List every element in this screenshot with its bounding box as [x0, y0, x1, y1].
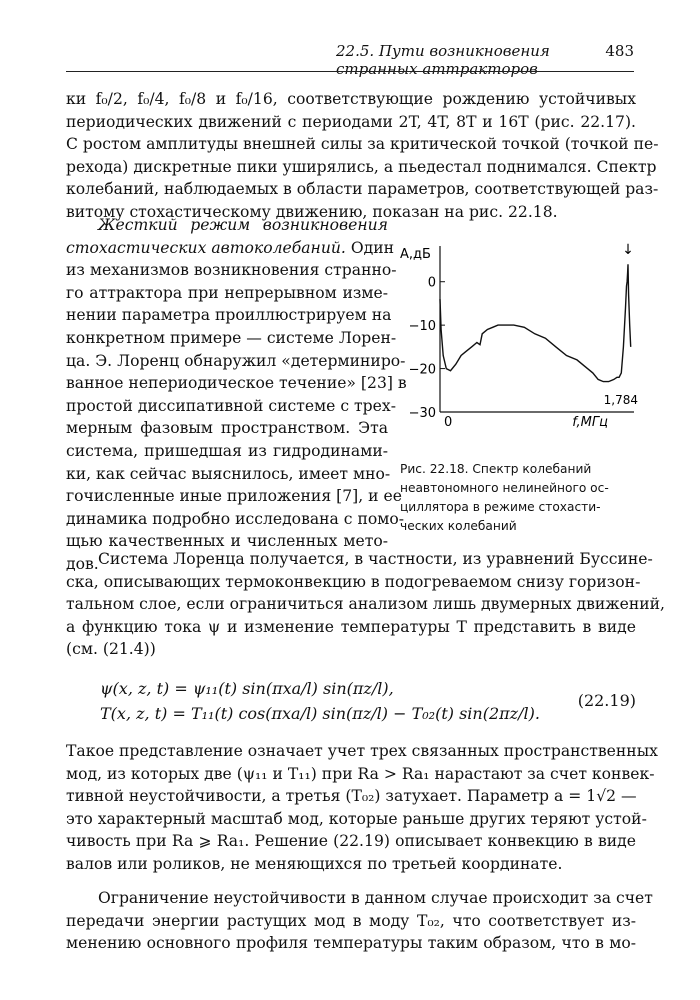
text-line: менению основного профиля температуры таким образом, что в мо- [66, 934, 636, 953]
text-line: ки f₀/2, f₀/4, f₀/8 и f₀/16, соответствующие рождению устойчивых [66, 90, 636, 108]
text-line: конкретном примере — системе Лорен- [66, 328, 397, 347]
text-line: го аттрактора при непрерывном изме- [66, 283, 388, 302]
text-line: чивость при Ra ⩾ Ra₁. Решение (22.19) описывает конвекцию в виде [66, 832, 636, 851]
text-line: гочисленные иные приложения [7], и ее [66, 487, 402, 506]
text-line: Ограничение неустойчивости в данном случае происходит за счет [98, 889, 653, 907]
y-axis-label: A,дБ [400, 247, 431, 262]
spectrum-figure [398, 240, 643, 450]
text-line: ска, описывающих термоконвекцию в подогреваемом снизу горизон- [66, 572, 641, 591]
section-title: 22.5. Пути возникновения странных аттракторов [336, 42, 550, 78]
spectrum-series-line [440, 264, 631, 381]
text-line: из механизмов возникновения странно- [66, 261, 397, 280]
y-tick-label: −10 [408, 319, 436, 335]
running-header [66, 42, 634, 78]
italic-heading-part1: Жесткий режим возникновения [98, 216, 388, 234]
x-axis-label: f,МГц [572, 415, 608, 430]
peak-arrow-icon: ↓ [622, 242, 634, 258]
text-line: щью качественных и численных мето- [66, 532, 388, 551]
text-line: тальном слое, если ограничиться анализом лишь двумерных движений, [66, 595, 665, 614]
text-line: динамика подробно исследована с помо- [66, 509, 405, 528]
y-tick-label: −20 [408, 362, 436, 378]
x-tick-label: 1,784 [603, 393, 638, 407]
equation-number: (22.19) [577, 691, 636, 710]
caption-line: Рис. 22.18. Спектр колебаний [400, 462, 592, 476]
caption-line: циллятора в режиме стохасти- [400, 500, 601, 514]
text-line: нении параметра проиллюстрируем на [66, 306, 392, 325]
caption-line: ческих колебаний [400, 519, 517, 533]
text-line: передачи энергии растущих мод в моду T₀₂, что соответствует из- [66, 911, 636, 930]
caption-line: неавтономного нелинейного ос- [400, 481, 609, 495]
y-tick-label: 0 [427, 275, 436, 291]
paragraph-modes [66, 740, 658, 876]
text-line: Система Лоренца получается, в частности, из уравнений Буссине- [98, 550, 653, 568]
text-line [66, 237, 395, 260]
text-line: рехода) дискретные пики уширялись, а пьедестал поднимался. Спектр [66, 157, 657, 176]
equation-line-temperature: T(x, z, t) = T₁₁(t) cos(πxa/l) sin(πz/l) − T₀₂(t) sin(2πz/l). [100, 704, 540, 723]
text-line: ки, как сейчас выяснилось, имеет мно- [66, 464, 391, 483]
italic-heading-part2: стохастических автоколебаний. [66, 238, 346, 257]
text-line: тивной неустойчивости, а третья (T₀₂) затухает. Параметр a = 1√2 — [66, 787, 637, 806]
text-line: простой диссипативной системе с трех- [66, 396, 396, 415]
paragraph-instability-limit [66, 887, 653, 955]
paragraph-lorenz-derivation [66, 548, 665, 661]
text-line: С ростом амплитуды внешней силы за критической точкой (точкой пе- [66, 135, 659, 154]
text-line [66, 214, 388, 237]
text-line: витому стохастическому движению, показан на рис. 22.18. [66, 202, 558, 221]
paragraph-spectrum-intro [66, 88, 659, 224]
text-line: периодических движений с периодами 2T, 4T, 8T и 16T (рис. 22.17). [66, 112, 636, 131]
equation-22-19 [100, 676, 636, 726]
header-rule [66, 71, 634, 72]
text-line: Такое представление означает учет трех связанных пространственных [66, 742, 658, 760]
text-line: колебаний, наблюдаемых в области параметров, соответствующей раз- [66, 180, 659, 199]
paragraph-hard-regime [66, 214, 407, 576]
text-line: ванное непериодическое течение» [23] в [66, 374, 407, 393]
figure-caption [400, 460, 638, 536]
text-line: валов или роликов, не меняющихся по третьей координате. [66, 854, 563, 873]
page-number: 483 [605, 42, 634, 60]
text-line: (см. (21.4)) [66, 640, 156, 659]
x-tick-label: 0 [444, 415, 453, 430]
text-line: мод, из которых две (ψ₁₁ и T₁₁) при Ra > Ra₁ нарастают за счет конвек- [66, 764, 655, 783]
text-line: ца. Э. Лоренц обнаружил «детерминиро- [66, 351, 406, 370]
spectrum-chart [398, 240, 643, 450]
text-line: система, пришедшая из гидродинами- [66, 441, 388, 460]
text-fragment: Один [350, 238, 395, 257]
text-line: дов. [66, 554, 99, 573]
text-line: мерным фазовым пространством. Эта [66, 419, 388, 438]
equation-line-psi: ψ(x, z, t) = ψ₁₁(t) sin(πxa/l) sin(πz/l), [100, 679, 394, 698]
y-tick-label: −30 [408, 406, 436, 421]
text-line: а функцию тока ψ и изменение температуры T представить в виде [66, 617, 636, 636]
text-line: это характерный масштаб мод, которые раньше других теряют устой- [66, 809, 647, 828]
